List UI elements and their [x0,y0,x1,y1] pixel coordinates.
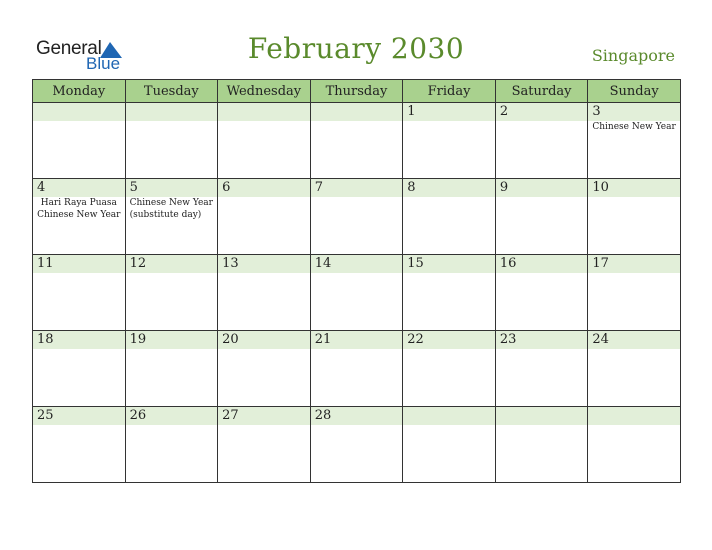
day-number-strip [218,179,310,197]
day-number: 23 [499,332,517,347]
day-number-strip [496,103,588,121]
day-number: 13 [222,256,239,271]
day-number: 11 [37,256,54,271]
day-number: 14 [314,256,332,271]
holiday-label: Chinese New Year [37,210,121,220]
day-number-strip [588,407,680,425]
day-number-strip [403,179,495,197]
day-number-strip [33,179,125,197]
day-cell[interactable] [403,255,496,331]
day-number: 24 [592,332,609,347]
day-number-strip [218,103,310,121]
day-number-strip [588,103,680,121]
week-row [33,255,681,331]
day-number: 25 [37,408,54,423]
day-number: 27 [222,408,239,423]
day-number: 6 [222,180,231,195]
day-cell[interactable] [495,407,588,483]
day-number-strip [126,103,218,121]
day-cell[interactable] [310,331,403,407]
week-row [33,407,681,483]
day-cell[interactable] [125,407,218,483]
day-number: 17 [592,256,609,271]
weekday-header: Thursday [310,80,403,103]
holiday-label: (substitute day) [129,210,202,220]
day-cell[interactable] [218,179,311,255]
day-cell[interactable] [495,331,588,407]
day-cell[interactable] [588,179,681,255]
day-number: 3 [592,104,601,119]
day-number: 5 [129,180,138,195]
holiday-label: Chinese New Year [129,198,213,208]
day-number-strip [126,179,218,197]
day-number-strip [496,179,588,197]
day-number: 12 [129,256,147,271]
day-cell[interactable] [125,103,218,179]
day-number: 8 [407,180,416,195]
day-cell[interactable] [403,407,496,483]
day-cell[interactable] [310,103,403,179]
day-cell[interactable] [218,331,311,407]
day-cell[interactable] [495,179,588,255]
day-number: 28 [314,408,332,423]
weekday-header: Saturday [495,80,588,103]
holiday-label: Chinese New Year [592,122,676,132]
day-cell[interactable] [588,255,681,331]
day-number: 7 [314,180,323,195]
day-cell[interactable] [403,103,496,179]
day-cell[interactable] [310,255,403,331]
week-row [33,331,681,407]
day-number: 4 [37,180,46,195]
day-number: 1 [407,104,416,119]
day-cell[interactable] [495,255,588,331]
day-cell[interactable] [125,255,218,331]
day-number-strip [496,407,588,425]
holiday-list [33,197,125,221]
day-cell[interactable] [588,407,681,483]
holiday-label: Hari Raya Puasa [40,198,117,208]
day-cell[interactable] [403,331,496,407]
day-number: 18 [37,332,54,347]
logo-text-general: General [36,38,102,59]
calendar-title: February 2030 [247,32,465,65]
week-row [33,179,681,255]
day-number: 21 [314,332,332,347]
day-cell[interactable] [33,103,126,179]
day-number: 10 [592,180,609,195]
day-number: 26 [129,408,147,423]
weekday-header: Sunday [588,80,681,103]
day-number: 15 [407,256,424,271]
weekday-header: Monday [33,80,126,103]
day-cell[interactable] [125,331,218,407]
day-cell[interactable] [33,255,126,331]
holiday-list [126,197,218,221]
day-number-strip [311,179,403,197]
day-number: 22 [407,332,424,347]
day-number-strip [403,407,495,425]
day-cell[interactable] [588,331,681,407]
day-cell[interactable] [125,179,218,255]
day-number-strip [33,103,125,121]
day-cell[interactable] [33,407,126,483]
weekday-header: Wednesday [218,80,311,103]
day-cell[interactable] [218,103,311,179]
day-cell[interactable] [33,179,126,255]
country-label: Singapore [591,46,675,65]
day-number: 9 [499,180,509,195]
weekday-header: Friday [403,80,496,103]
day-cell[interactable] [218,255,311,331]
day-cell[interactable] [310,407,403,483]
day-cell[interactable] [218,407,311,483]
day-number: 16 [499,256,517,271]
holiday-list [588,121,680,133]
calendar-grid [32,79,681,483]
day-number: 2 [499,104,509,119]
day-cell[interactable] [403,179,496,255]
week-row [33,103,681,179]
day-number: 20 [222,332,239,347]
logo-text-blue: Blue [86,54,121,73]
day-cell[interactable] [310,179,403,255]
weekday-header-row [33,80,681,103]
day-cell[interactable] [33,331,126,407]
day-number-strip [311,103,403,121]
day-cell[interactable] [495,103,588,179]
weekday-header: Tuesday [125,80,218,103]
day-number: 19 [129,332,147,347]
day-cell[interactable] [588,103,681,179]
day-number-strip [403,103,495,121]
